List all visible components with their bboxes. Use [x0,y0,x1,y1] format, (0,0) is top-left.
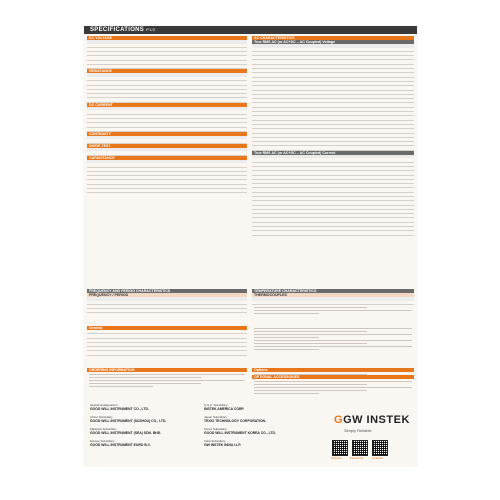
section-ac-voltage: True RMS AC (or AC+DC – AC Coupled) Voltage [252,40,414,44]
qr-label-facebook: Facebook [350,456,364,460]
section-options: Options [252,368,414,372]
section-continuity: CONTINUITY [87,132,247,136]
qr-code-icon[interactable] [372,440,388,456]
section-resistance: RESISTANCE [87,69,247,73]
qr-label-linkedin: LinkedIn [372,456,384,460]
table [87,40,247,69]
table [252,297,414,305]
notes [252,307,414,314]
section-frequency: FREQUENCY AND PERIOD CHARACTERISTICS [87,289,247,293]
left-column [87,36,247,193]
section-accessories: OPTIONAL ACCESSORIES [252,375,414,379]
section-temperature: TEMPERATURE CHARACTERISTICS [252,289,414,293]
qr-code-icon[interactable] [352,440,368,456]
notes-list [252,326,414,350]
address-cn: China Subsidiary GOOD WILL INSTRUMENT (SUZHOU) CO., LTD. [90,415,167,423]
options-section [252,368,414,394]
address-jp: Japan Subsidiary TEXIO TECHNOLOGY CORPORATION. [204,415,267,423]
table [252,155,414,236]
address-eu: Europe Subsidiary GOOD WILL INSTRUMENT EURO B.V. [90,439,151,447]
table [87,160,247,194]
temperature-section [252,289,414,314]
table [87,297,247,313]
qr-code-icon[interactable] [332,440,348,456]
brand-logo: GGW INSTEK [334,414,410,426]
section-dc-current: DC CURRENT [87,103,247,107]
header-bar [84,26,417,34]
general-section [87,326,247,356]
address-kr: Korea Subsidiary GOOD WILL INSTRUMENT KOREA CO., LTD. [204,427,276,435]
section-ordering: ORDERING INFORMATION [87,368,247,372]
spec-sheet [84,26,417,466]
footer [84,396,417,466]
section-capacitance: CAPACITANCE [87,156,247,160]
table [87,136,247,144]
address-my: Malaysia Subsidiary GOOD WILL INSTRUMENT (SEA) SDN. BHD. [90,427,162,435]
section-ac-characteristics: AC CHARACTERISTICS [252,36,414,40]
table [87,73,247,102]
table [87,330,247,356]
section-general: General [87,326,247,330]
address-in: India Subsidiary GW INSTEK INDIA LLP. [204,439,242,447]
address-us: U.S.A. Subsidiary INSTEK AMERICA CORP. [204,403,245,411]
frequency-section [87,289,247,313]
table [252,44,414,151]
right-column [252,36,414,236]
section-frequency-period: FREQUENCY / PERIOD [87,293,247,297]
qr-label-website: Website [331,456,342,460]
section-ac-current: True RMS AC (or AC+DC – AC Coupled) Current [252,151,414,155]
brand-tagline: Simply Reliable [344,428,372,433]
page-title: SPECIFICATIONS P1/2 [90,27,156,33]
table [87,148,247,156]
section-thermocouples: THERMOCOUPLES [252,293,414,297]
section-diode-test: DIODE TEST [87,144,247,148]
address-hq: Global Headquarters GOOD WILL INSTRUMENT CO., LTD. [90,403,149,411]
section-dc-voltage: DC VOLTAGE [87,36,247,40]
ordering-section [87,368,247,387]
table [87,107,247,132]
